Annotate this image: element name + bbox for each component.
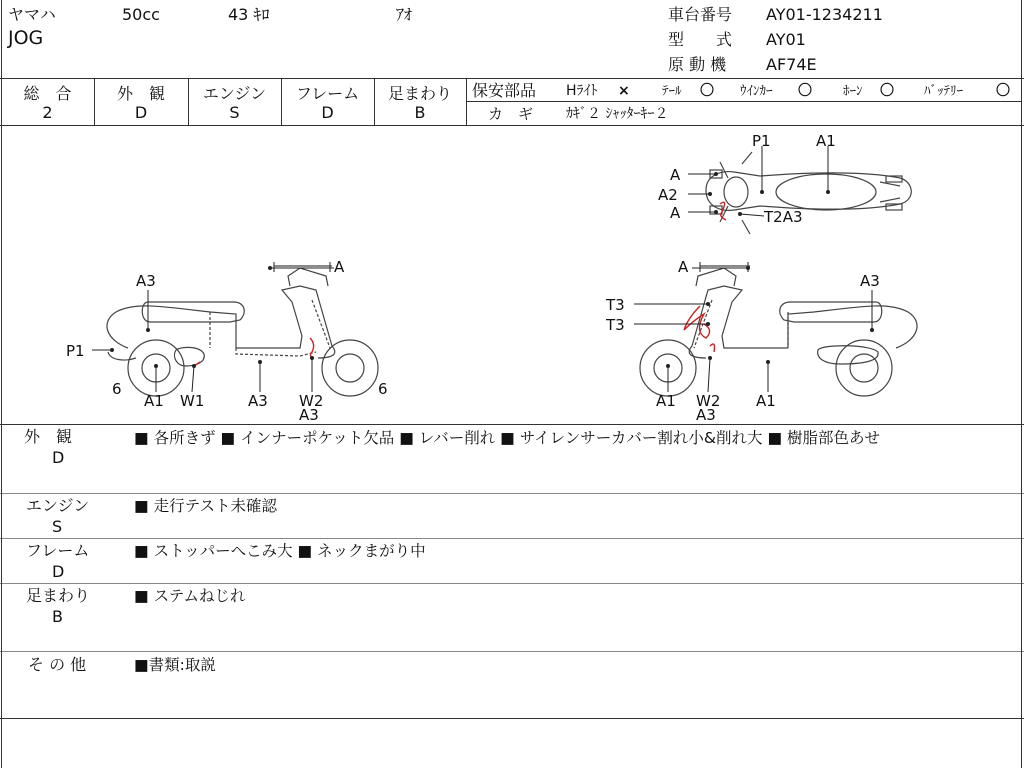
diagram-label: A3 [860,272,880,290]
type-value: AY01 [766,30,806,49]
divider [0,538,1024,539]
engine-grade: S [229,103,240,122]
divider [0,718,1024,719]
diagram-label: A [670,204,681,222]
diagram-label: T3 [606,296,625,314]
diagram-label: P1 [752,132,771,150]
diagram-label: A [334,258,345,276]
model-name: JOG [8,27,44,49]
diagram-label: 6 [112,380,122,398]
divider [0,424,1024,425]
remark-exterior-text: ■ 各所きず ■ インナーポケット欠品 ■ レバー削れ ■ サイレンサーカバー割れ小&削れ大 ■ 樹脂部色あせ [134,429,881,447]
mileage: 43 ｷﾛ [228,5,270,24]
divider [0,493,1024,494]
diagram-label: A2 [658,186,678,204]
diagram-label: P1 [66,342,85,360]
diagram-label: W1 [180,392,205,410]
remark-suspension-grade: B [52,607,63,626]
divider [0,78,1024,79]
diagram-label: A1 [816,132,836,150]
engine-label: エンジン [202,84,267,103]
remark-exterior-grade: D [52,448,65,467]
exterior-label: 外 観 [116,84,165,103]
remark-other-text: ■書類:取説 [134,656,216,674]
diagram-label: A3 [299,406,319,424]
leader-dots [110,172,874,368]
damage-mark-left [194,338,314,366]
battery-label: ﾊﾞｯﾃﾘｰ [924,84,963,99]
diagram-label: A1 [144,392,164,410]
remark-frame-grade: D [52,562,65,581]
headlight-status: × [618,83,630,99]
divider [466,78,467,125]
key-value: ｶｷﾞ２ ｼｬｯﾀｰｷｰ２ [566,106,669,122]
remark-engine-grade: S [52,517,63,536]
headlight-label: Hﾗｲﾄ [566,83,598,99]
diagram-label: T2A3 [764,208,803,226]
maker: ヤマハ [8,5,56,24]
exterior-grade: D [134,103,148,122]
divider [0,651,1024,652]
diagram-label: 6 [378,380,388,398]
overall-grade: 2 [42,103,53,122]
remark-frame-text: ■ ストッパーへこみ大 ■ ネックまがり中 [134,542,426,560]
color: ｱｵ [396,5,413,24]
engine-model-label: 原 動 機 [668,55,727,74]
frame-number: AY01-1234211 [766,5,883,24]
diagram-label: A1 [756,392,776,410]
suspension-grade: B [414,103,426,122]
diagram-label: A3 [248,392,268,410]
damage-mark-right [684,306,715,352]
winker-label: ｳｲﾝｶｰ [740,84,773,99]
remark-frame-label: フレーム [26,541,90,560]
key-label: カ ギ [488,105,534,123]
winker-status: 〇 [798,83,812,99]
diagram-label: W2 [299,392,324,410]
diagram-label: A3 [696,406,716,424]
damage-diagram [0,126,1024,424]
displacement: 50cc [122,5,160,24]
horn-label: ﾎｰﾝ [843,84,863,99]
remark-other-label: そ の 他 [28,655,87,674]
suspension-label: 足まわり [387,84,452,103]
engine-model-value: AF74E [766,55,817,74]
diagram-label: A3 [136,272,156,290]
frame-label: フレーム [295,84,360,103]
frame-number-label: 車台番号 [668,5,733,24]
diagram-label: T3 [606,316,625,334]
remark-engine-text: ■ 走行テスト未確認 [134,497,277,515]
diagram-label: W2 [696,392,721,410]
overall-label: 総 合 [23,84,72,103]
diagram-label: A1 [656,392,676,410]
type-label: 型 式 [668,30,733,49]
frame-grade: D [321,103,334,122]
battery-status: 〇 [996,83,1010,99]
tail-label: ﾃｰﾙ [662,84,682,99]
diagram-label: A [670,166,681,184]
remark-suspension-text: ■ ステムねじれ [134,587,246,605]
divider [466,101,1022,102]
leader-lines [92,146,872,392]
scooter-top-view [706,152,911,234]
tail-status: 〇 [700,83,714,99]
safety-label: 保安部品 [472,81,537,100]
remark-exterior-label: 外 観 [24,427,73,446]
divider [0,583,1024,584]
horn-status: 〇 [880,83,894,99]
diagram-label: A [678,258,689,276]
remark-engine-label: エンジン [26,496,90,515]
remark-suspension-label: 足まわり [26,586,91,605]
